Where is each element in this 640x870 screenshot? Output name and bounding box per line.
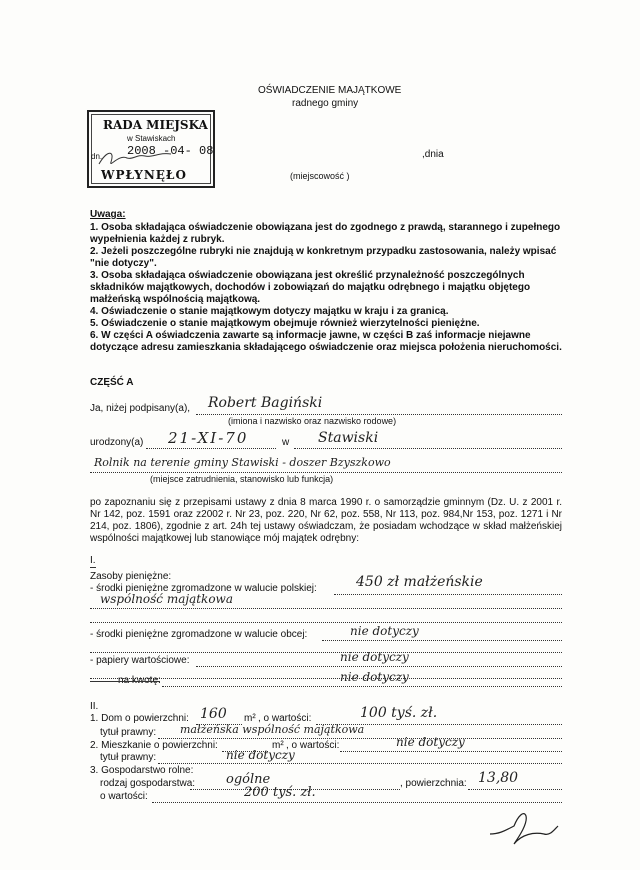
signature	[484, 804, 564, 854]
flat-value-line	[340, 751, 562, 752]
house-label: 1. Dom o powierzchni:	[90, 713, 189, 724]
section-2-numeral: II.	[90, 701, 99, 712]
date-label: ,dnia	[422, 149, 444, 160]
employment-caption: (miejsce zatrudnienia, stanowisko lub funkcja)	[150, 474, 334, 484]
farm-area-label: , powierzchnia:	[400, 778, 467, 789]
farm-type-value: ogólne	[226, 772, 271, 787]
pln-line-2	[90, 608, 562, 609]
name-line	[196, 414, 562, 415]
employment: Rolnik na terenie gminy Stawiski - doszer Bzyszkowo	[94, 456, 391, 469]
section-1-underline	[90, 567, 96, 568]
birth-date-line	[146, 448, 276, 449]
amount-label: na kwotę:	[118, 675, 161, 686]
stamp-place: w Stawiskach	[127, 134, 176, 143]
farm-value-line	[152, 802, 562, 803]
securities-label: - papiery wartościowe:	[90, 655, 190, 666]
foreign-label: - środki pieniężne zgromadzone w walucie obcej:	[90, 629, 308, 640]
pln-value: 450 zł małżeńskie	[356, 574, 483, 590]
farm-type-label: rodzaj gospodarstwa:	[100, 778, 196, 789]
foreign-line	[322, 640, 562, 641]
farm-area-line	[468, 789, 562, 790]
stamp-signature	[97, 148, 177, 170]
birth-date: 21-XI-70	[168, 429, 249, 447]
amount-line	[162, 686, 562, 687]
flat-label: 2. Mieszkanie o powierzchni:	[90, 740, 218, 751]
pln-label: - środki pieniężne zgromadzone w walucie polskiej:	[90, 583, 317, 594]
birth-place-line	[294, 448, 562, 449]
farm-value-label: o wartości:	[100, 791, 148, 802]
document-title: OŚWIADCZENIE MAJĄTKOWE	[258, 85, 402, 96]
house-value-label: , o wartości:	[258, 713, 312, 724]
house-title-label: tytuł prawny:	[100, 727, 157, 738]
notes-heading: Uwaga:	[90, 209, 126, 220]
stamp-prefix: dn.	[91, 152, 103, 161]
note-item: 6. W części A oświadczenia zawarte są informacje jawne, w części B zaś informacje niejawne dotyczące adresu zamieszkania składającego oświadczenie oraz miejsca położenia nieruchomości.	[90, 330, 562, 353]
pln-line	[334, 594, 562, 595]
stamp-received: WPŁYNĘŁO	[101, 168, 187, 182]
pln-line-3	[90, 622, 562, 623]
note-item: 3. Osoba składająca oświadczenie obowiązana jest określić przynależność poszczególnych składników majątkowych, dochodów i zobowiązań do majątku odrębnego i majątku objętego małżeńską wspólnością majątkową.	[90, 270, 531, 305]
declarant-name: Robert Bagiński	[208, 395, 323, 411]
flat-value: nie dotyczy	[396, 735, 465, 749]
note-item: 1. Osoba składająca oświadczenie obowiązana jest do zgodnego z prawdą, starannego i zupełnego wypełnienia każdej z rubryk.	[90, 222, 561, 245]
declarant-label: Ja, niżej podpisany(a),	[90, 403, 191, 414]
birth-place: Stawiski	[318, 430, 379, 446]
pln-value-2: wspólność majątkowa	[100, 592, 233, 606]
house-unit: m²	[244, 713, 256, 724]
farm-value: 200 tyś. zł.	[244, 785, 316, 800]
birth-label: urodzony(a)	[90, 437, 144, 448]
house-title-line	[158, 738, 562, 739]
birth-place-prefix: w	[282, 437, 290, 448]
farm-label: 3. Gospodarstwo rolne:	[90, 765, 194, 776]
securities-value: nie dotyczy	[340, 650, 409, 664]
securities-line	[196, 666, 562, 667]
section-1-numeral: I.	[90, 555, 96, 566]
amount-value: nie dotyczy	[340, 670, 409, 684]
foreign-line-2	[90, 652, 562, 653]
statement: po zapoznaniu się z przepisami ustawy z dnia 8 marca 1990 r. o samorządzie gminnym (Dz. U. z 2001 r. Nr 142, poz. 1591 oraz z2002 r. Nr 23, poz. 220, Nr 62, poz. 558, Nr 113, poz. 984,Nr 153, poz. 1271 i Nr 214, poz. 1806), zgodnie z art. 24h tej ustawy oświadczam, że posiadam wchodzące w skład małżeńskiej wspólności majątkowej lub stanowiące mój majątek odrębny:	[90, 497, 562, 544]
house-value: 100 tyś. zł.	[360, 705, 438, 721]
stamp-date: 2008 -04- 08	[127, 144, 214, 158]
flat-title-value: nie dotyczy	[226, 748, 295, 762]
stamp-org: RADA MIEJSKA	[103, 118, 208, 132]
flat-unit: m²	[272, 740, 284, 751]
farm-area-value: 13,80	[478, 770, 519, 786]
flat-value-label: , o wartości:	[286, 740, 340, 751]
part-a-heading: CZĘŚĆ A	[90, 377, 134, 388]
note-item: 2. Jeżeli poszczególne rubryki nie znajdują w konkretnym przypadku zastosowania, należy wpisać "nie dotyczy".	[90, 246, 557, 269]
cash-heading: Zasoby pieniężne:	[90, 571, 172, 582]
place-caption: (miejscowość )	[290, 171, 350, 181]
house-area: 160	[200, 706, 227, 722]
note-item: 5. Oświadczenie o stanie majątkowym obejmuje również wierzytelności pieniężne.	[90, 318, 480, 329]
received-stamp	[87, 110, 215, 188]
amount-strike	[90, 681, 160, 682]
flat-title-line	[158, 763, 562, 764]
note-item: 4. Oświadczenie o stanie majątkowym dotyczy majątku w kraju i za granicą.	[90, 306, 449, 317]
flat-title-label: tytuł prawny:	[100, 752, 157, 763]
house-title-value: małżeńska wspólność majątkowa	[180, 723, 365, 736]
document-subtitle: radnego gminy	[292, 98, 359, 109]
name-caption: (imiona i nazwisko oraz nazwisko rodowe)	[228, 416, 397, 426]
employment-line	[90, 472, 562, 473]
foreign-value: nie dotyczy	[350, 624, 419, 638]
